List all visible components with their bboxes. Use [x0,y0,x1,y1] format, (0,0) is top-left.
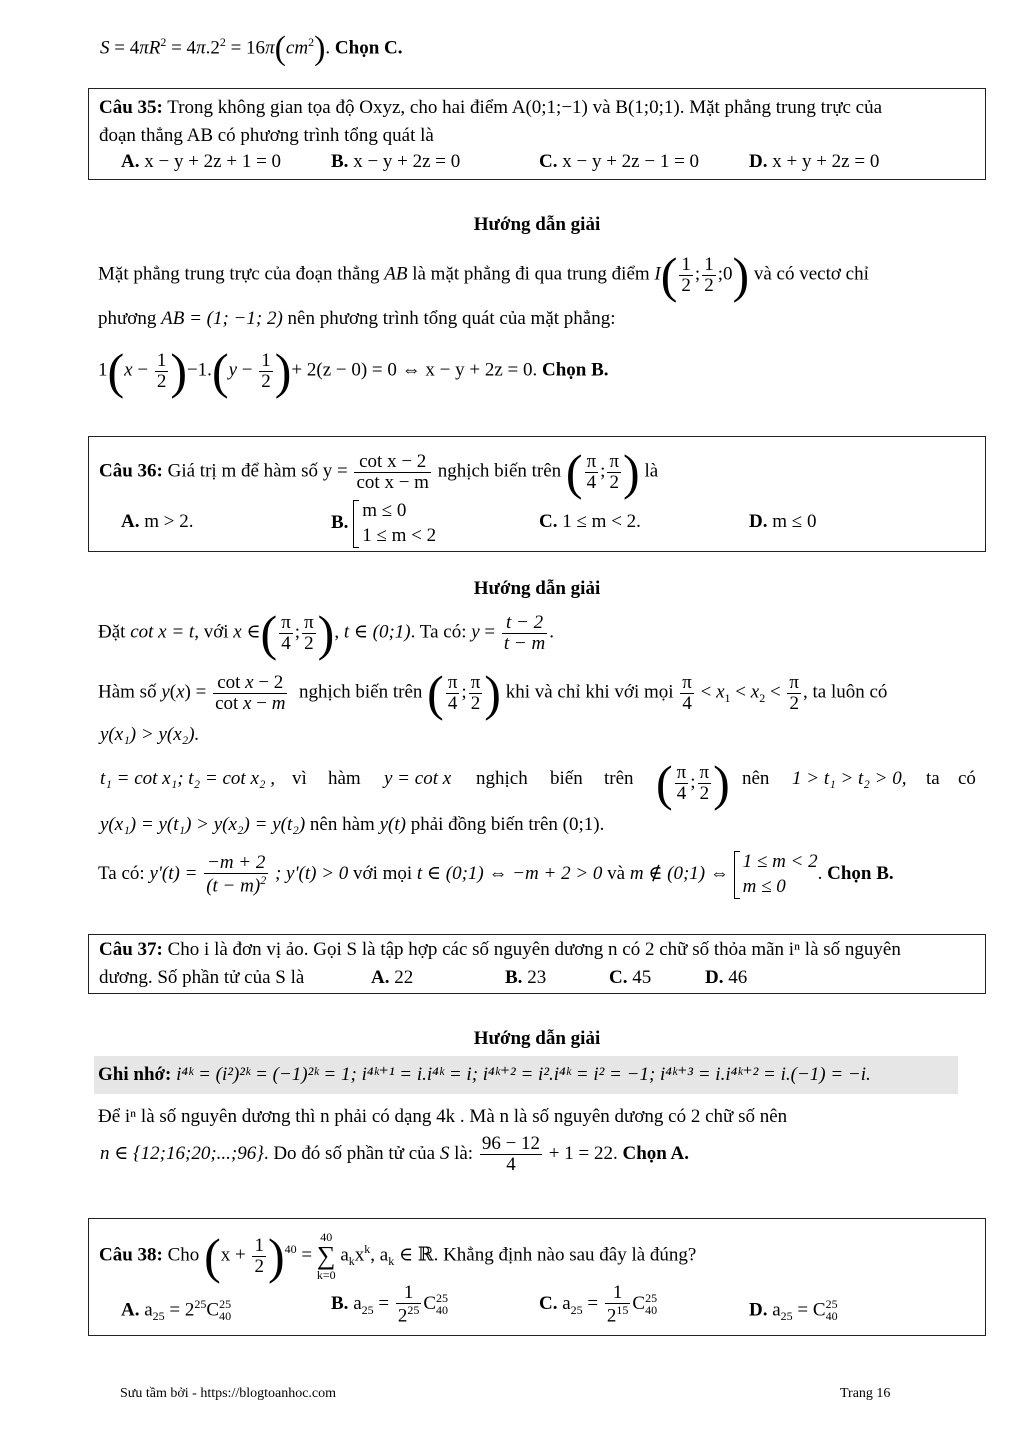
q38-option-a[interactable]: A. $a_{25} = 2^{25}C_{40}^{25}$ [121,1297,232,1324]
q36-option-d[interactable]: D. m ≤ 0 [749,511,817,532]
q35-option-c[interactable]: C. x − y + 2z − 1 = 0 [539,151,700,172]
q38-option-c[interactable]: C. $a_{25}$ = $\frac{1}{2^{15}}$ $C_{40}^{25}$ [539,1282,658,1327]
solution-36-line-2: Hàm số y(x) = $\frac{\text{cot x − 2}}{\text{cot x − m}}$ nghịch biến trên ( $\frac{\pi}{4}$ ; $\frac{\pi}{2}$ ) khi và chỉ khi với mọi $\frac{\pi}{4}$ < $x_1 < x_2$ < $\frac{\pi}{2}$ , ta luôn có [98,665,888,721]
solution-35-equation: 1(x − $\frac{1}{2}$ )−1.(y − $\frac{1}{2}$ )+ 2(z − 0) = 0 ⇔ x − y + 2z = 0. Chọn B. [98,343,609,399]
question-38-box [88,1218,986,1336]
solution-36-heading: Hướng dẫn giải [473,578,601,599]
q38-option-b[interactable]: B. $a_{25}$ = $\frac{1}{2^{25}}$ $C_{40}^{25}$ [331,1282,449,1327]
solution-36-line-6: Ta có: y'(t) = $\frac{-m + 2}{(t - m)^2}$ ; y'(t) > 0 với mọi t ∈ (0;1) ⇔ −m + 2 > 0 và m ∉ (0;1) ⇔ 1 ≤ m < 2 m ≤ 0. Chọn B. [98,851,894,897]
solution-36-line-4: t₁ = cot x₁; t₂ = cot x₂ , vì hàm y = cot x nghịch biến trên ( $\frac{\pi}{4}$ ; $\frac{\pi}{2}$ ) nên 1 > t₁ > t₂ > 0, ta có [100,755,976,811]
q36-option-b[interactable]: B. m ≤ 0 1 ≤ m < 2 [331,500,437,546]
solution-35-line-2: phương AB = (1; −1; 2) nên phương trình tổng quát của mặt phẳng: [98,308,616,329]
q35-option-a[interactable]: A. x − y + 2z + 1 = 0 [121,151,282,172]
top-answer: Chọn C. [334,37,403,59]
question-36-text: Câu 36: Giá trị m để hàm số y = $\frac{\text{cot x − 2}}{\text{cot x − m}}$ nghịch biến trên ( $\frac{\pi}{4}$ ; $\frac{\pi}{2}$ ) là [99,444,659,500]
question-37-box [88,934,986,994]
q36-option-a[interactable]: A. m > 2. [121,511,194,532]
question-35-text: Câu 35: Trong không gian tọa độ Oxyz, cho hai điểm A(0;1;−1) và B(1;0;1). Mặt phẳng trung trực của [99,97,883,118]
question-37-text-2: dương. Số phần tử của S là [99,967,305,988]
solution-37-line-2: n ∈ {12;16;20;...;96}. Do đó số phần tử của S là: $\frac{96 - 12}{4}$ + 1 = 22. Chọn A. [100,1133,690,1175]
solution-37-note: Ghi nhớ: i⁴ᵏ = (i²)²ᵏ = (−1)²ᵏ = 1; i⁴ᵏ⁺¹ = i.i⁴ᵏ = i; i⁴ᵏ⁺² = i².i⁴ᵏ = i² = −1; i⁴ᵏ⁺³ = i.i⁴ᵏ⁺² = i.(−1) = −i. [94,1056,958,1094]
solution-36-line-5: y(x₁) = y(t₁) > y(x₂) = y(t₂) nên hàm y(t) phải đồng biến trên (0;1). [100,814,605,835]
q35-option-d[interactable]: D. x + y + 2z = 0 [749,151,880,172]
q38-option-d[interactable]: D. $a_{25} = C_{40}^{25}$ [749,1297,838,1324]
solution-35-heading: Hướng dẫn giải [473,214,601,235]
q37-option-c[interactable]: C. 45 [609,967,652,988]
q37-option-a[interactable]: A. 22 [371,967,414,988]
q37-option-d[interactable]: D. 46 [705,967,748,988]
solution-35-line-1: Mặt phẳng trung trực của đoạn thẳng AB là mặt phẳng đi qua trung điểm I( $\frac{1}{2}$ ; $\frac{1}{2}$ ;0) và có vectơ chỉ [98,247,869,303]
q37-option-b[interactable]: B. 23 [505,967,547,988]
q35-option-b[interactable]: B. x − y + 2z = 0 [331,151,461,172]
question-35-text-2: đoạn thẳng AB có phương trình tổng quát là [99,125,434,146]
question-35-box [88,88,986,180]
solution-37-heading: Hướng dẫn giải [473,1028,601,1049]
solution-37-line-1: Để iⁿ là số nguyên dương thì n phải có dạng 4k . Mà n là số nguyên dương có 2 chữ số nên [98,1106,788,1127]
top-formula-line: $S = 4\pi R^2 = 4\pi.2^2 = 16\pi(cm^2)$. Chọn C. [100,30,403,67]
q36-option-c[interactable]: C. 1 ≤ m < 2. [539,511,641,532]
footer-page-number: Trang 16 [840,1386,891,1401]
solution-36-line-3: y(x₁) > y(x₂). [100,724,200,745]
question-37-text: Câu 37: Cho i là đơn vị ảo. Gọi S là tập hợp các số nguyên dương n có 2 chữ số thỏa mãn iⁿ là số nguyên [99,939,901,960]
question-36-box [88,436,986,552]
question-38-text: Câu 38: Cho (x + $\frac{1}{2}$ )$^{40}$ = 40 ∑ k=0 $a_kx^k$, $a_k$ ∈ ℝ. Khẳng định nào sau đây là đúng? [99,1228,697,1284]
footer-source: Sưu tầm bởi - https://blogtoanhoc.com [120,1386,337,1401]
solution-36-line-1: Đặt cot x = t, với x ∈( $\frac{\pi}{4}$ ; $\frac{\pi}{2}$ ), t ∈ (0;1). Ta có: y = $\frac{t - 2}{t - m}$ . [98,605,554,661]
